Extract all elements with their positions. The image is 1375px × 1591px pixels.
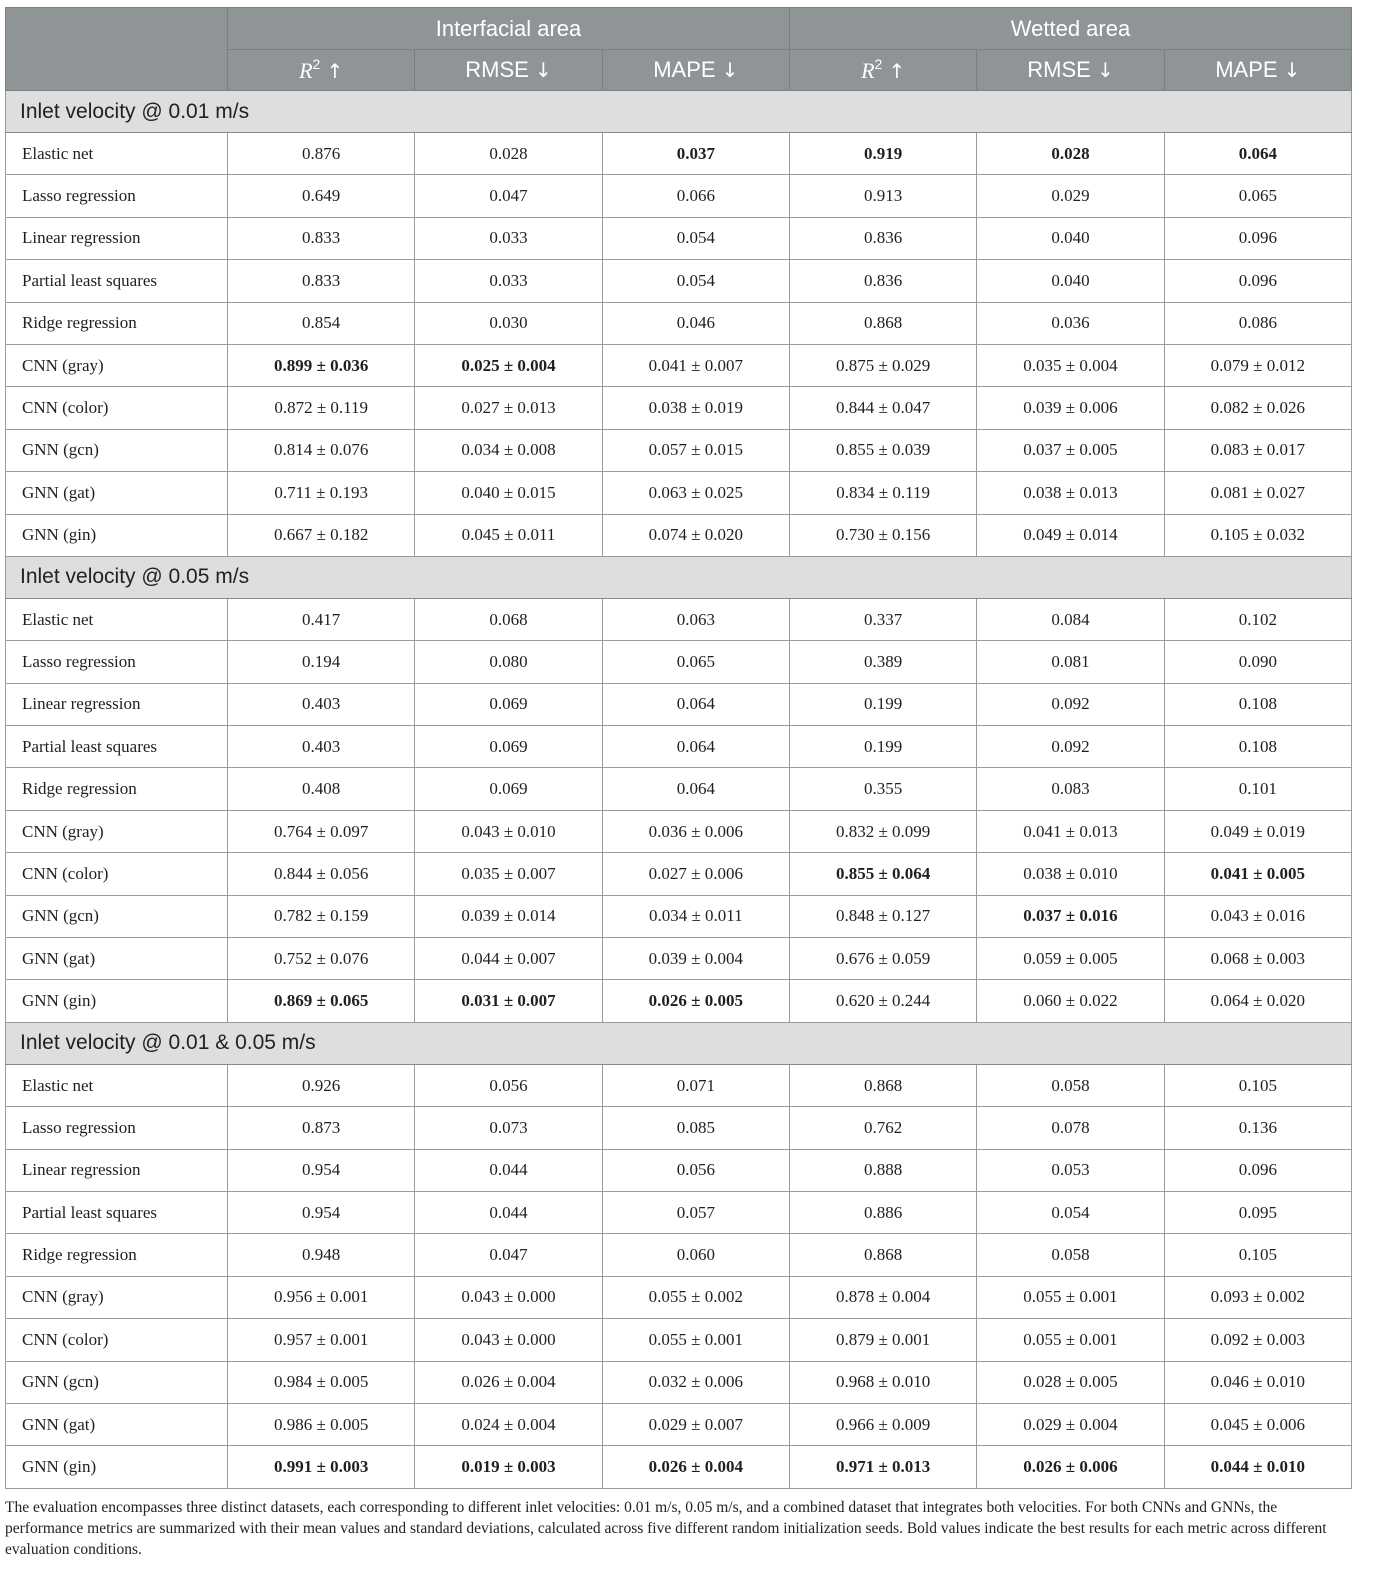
metric-value: 0.834 ± 0.119 (789, 472, 976, 514)
metric-value: 0.068 (415, 598, 602, 640)
metric-value: 0.105 ± 0.032 (1164, 514, 1351, 556)
metric-value: 0.199 (789, 683, 976, 725)
metric-value: 0.085 (602, 1107, 789, 1149)
model-name: GNN (gat) (6, 1403, 228, 1445)
metric-value: 0.044 (415, 1191, 602, 1233)
model-name: Linear regression (6, 683, 228, 725)
table-row (6, 1191, 1352, 1233)
metric-value: 0.868 (789, 1234, 976, 1276)
metric-value: 0.092 (977, 683, 1164, 725)
metric-value: 0.667 ± 0.182 (228, 514, 415, 556)
model-name: Linear regression (6, 1149, 228, 1191)
metric-value: 0.095 (1164, 1191, 1351, 1233)
metric-value: 0.034 ± 0.011 (602, 895, 789, 937)
metric-value: 0.054 (602, 217, 789, 259)
metric-value: 0.814 ± 0.076 (228, 429, 415, 471)
model-name: Lasso regression (6, 175, 228, 217)
metric-value: 0.090 (1164, 641, 1351, 683)
metric-value: 0.058 (977, 1234, 1164, 1276)
metric-value: 0.194 (228, 641, 415, 683)
metric-value: 0.071 (602, 1064, 789, 1106)
model-name: GNN (gat) (6, 472, 228, 514)
metric-value: 0.886 (789, 1191, 976, 1233)
metric-value: 0.064 ± 0.020 (1164, 980, 1351, 1022)
metric-value: 0.058 (977, 1064, 1164, 1106)
metric-value: 0.408 (228, 768, 415, 810)
metric-value: 0.083 ± 0.017 (1164, 429, 1351, 471)
table-row (6, 260, 1352, 302)
header-corner (6, 8, 228, 91)
metric-value: 0.040 ± 0.015 (415, 472, 602, 514)
metric-value: 0.037 (602, 133, 789, 175)
metric-value: 0.036 (977, 302, 1164, 344)
metric-value: 0.836 (789, 260, 976, 302)
metric-value: 0.057 ± 0.015 (602, 429, 789, 471)
metric-value: 0.043 ± 0.000 (415, 1276, 602, 1318)
metric-value: 0.045 ± 0.011 (415, 514, 602, 556)
metric-value: 0.073 (415, 1107, 602, 1149)
metric-value: 0.060 (602, 1234, 789, 1276)
metric-value: 0.968 ± 0.010 (789, 1361, 976, 1403)
table-row (6, 726, 1352, 768)
table-row (6, 1234, 1352, 1276)
metric-value: 0.081 (977, 641, 1164, 683)
metric-value: 0.046 ± 0.010 (1164, 1361, 1351, 1403)
metric-value: 0.055 ± 0.002 (602, 1276, 789, 1318)
section-title: Inlet velocity @ 0.01 & 0.05 m/s (6, 1022, 1352, 1064)
metric-value: 0.954 (228, 1191, 415, 1233)
metric-value: 0.040 (977, 217, 1164, 259)
table-row (6, 895, 1352, 937)
metric-value: 0.066 (602, 175, 789, 217)
metric-value: 0.038 ± 0.019 (602, 387, 789, 429)
metric-value: 0.053 (977, 1149, 1164, 1191)
metric-value: 0.084 (977, 598, 1164, 640)
model-name: CNN (gray) (6, 344, 228, 386)
metric-label: RMSE (465, 57, 529, 82)
metric-value: 0.844 ± 0.047 (789, 387, 976, 429)
metric-value: 0.038 ± 0.013 (977, 472, 1164, 514)
metric-value: 0.038 ± 0.010 (977, 853, 1164, 895)
model-name: Ridge regression (6, 302, 228, 344)
results-table-container (5, 7, 1351, 1489)
metric-value: 0.041 ± 0.005 (1164, 853, 1351, 895)
metric-header (228, 50, 415, 91)
table-row (6, 1446, 1352, 1488)
metric-value: 0.105 (1164, 1234, 1351, 1276)
metric-value: 0.948 (228, 1234, 415, 1276)
metric-value: 0.080 (415, 641, 602, 683)
metric-value: 0.086 (1164, 302, 1351, 344)
metric-value: 0.041 ± 0.013 (977, 810, 1164, 852)
metric-value: 0.876 (228, 133, 415, 175)
metric-superscript: 2 (874, 56, 883, 72)
model-name: Ridge regression (6, 768, 228, 810)
metric-value: 0.069 (415, 683, 602, 725)
metric-value: 0.919 (789, 133, 976, 175)
section-title: Inlet velocity @ 0.05 m/s (6, 556, 1352, 598)
table-row (6, 217, 1352, 259)
table-row (6, 1149, 1352, 1191)
metric-value: 0.030 (415, 302, 602, 344)
metric-value: 0.056 (602, 1149, 789, 1191)
metric-value: 0.054 (977, 1191, 1164, 1233)
model-name: GNN (gin) (6, 980, 228, 1022)
metric-value: 0.041 ± 0.007 (602, 344, 789, 386)
metric-value: 0.059 ± 0.005 (977, 938, 1164, 980)
metric-label: MAPE (653, 57, 716, 82)
model-name: Partial least squares (6, 1191, 228, 1233)
metric-header (602, 50, 789, 91)
arrow-down-icon: ↓ (1283, 58, 1301, 82)
metric-value: 0.855 ± 0.064 (789, 853, 976, 895)
metric-label: R (299, 58, 313, 83)
metric-value: 0.986 ± 0.005 (228, 1403, 415, 1445)
metric-value: 0.389 (789, 641, 976, 683)
metric-value: 0.064 (602, 768, 789, 810)
metric-value: 0.037 ± 0.016 (977, 895, 1164, 937)
metric-value: 0.031 ± 0.007 (415, 980, 602, 1022)
metric-superscript: 2 (312, 56, 321, 72)
model-name: GNN (gcn) (6, 1361, 228, 1403)
metric-value: 0.056 (415, 1064, 602, 1106)
metric-value: 0.024 ± 0.004 (415, 1403, 602, 1445)
metric-value: 0.083 (977, 768, 1164, 810)
metric-value: 0.899 ± 0.036 (228, 344, 415, 386)
metric-value: 0.033 (415, 260, 602, 302)
table-row (6, 133, 1352, 175)
table-row (6, 344, 1352, 386)
metric-value: 0.026 ± 0.004 (415, 1361, 602, 1403)
table-row (6, 768, 1352, 810)
table-row (6, 429, 1352, 471)
table-row (6, 1276, 1352, 1318)
metric-value: 0.069 (415, 726, 602, 768)
metric-value: 0.064 (602, 683, 789, 725)
metric-value: 0.037 ± 0.005 (977, 429, 1164, 471)
metric-value: 0.102 (1164, 598, 1351, 640)
table-body (6, 91, 1352, 1489)
metric-value: 0.040 (977, 260, 1164, 302)
metric-value: 0.092 (977, 726, 1164, 768)
metric-value: 0.108 (1164, 683, 1351, 725)
metric-value: 0.873 (228, 1107, 415, 1149)
metric-value: 0.093 ± 0.002 (1164, 1276, 1351, 1318)
table-footnote: The evaluation encompasses three distinct datasets, each corresponding to different inlet velocities: 0.01 m/s, 0.05 m/s, and a combined dataset that integrates both velocities. For both CNNs and GNNs, the performance metrics are summarized with their mean values and standard deviations, calculated across five different random initialization seeds. Bold values indicate the best results for each metric across different evaluation conditions. (5, 1499, 1327, 1558)
table-row (6, 1107, 1352, 1149)
model-name: Partial least squares (6, 260, 228, 302)
model-name: Linear regression (6, 217, 228, 259)
model-name: GNN (gin) (6, 1446, 228, 1488)
model-name: GNN (gcn) (6, 895, 228, 937)
metric-value: 0.055 ± 0.001 (977, 1276, 1164, 1318)
model-name: CNN (gray) (6, 1276, 228, 1318)
metric-value: 0.044 ± 0.007 (415, 938, 602, 980)
metric-value: 0.065 (602, 641, 789, 683)
metric-value: 0.355 (789, 768, 976, 810)
metric-value: 0.029 ± 0.004 (977, 1403, 1164, 1445)
metric-value: 0.079 ± 0.012 (1164, 344, 1351, 386)
arrow-up-icon: ↑ (888, 59, 906, 83)
metric-value: 0.875 ± 0.029 (789, 344, 976, 386)
metric-value: 0.043 ± 0.010 (415, 810, 602, 852)
metric-value: 0.057 (602, 1191, 789, 1233)
section-title: Inlet velocity @ 0.01 m/s (6, 91, 1352, 133)
metric-value: 0.854 (228, 302, 415, 344)
metric-value: 0.966 ± 0.009 (789, 1403, 976, 1445)
metric-value: 0.068 ± 0.003 (1164, 938, 1351, 980)
metric-label: MAPE (1215, 57, 1278, 82)
metric-value: 0.025 ± 0.004 (415, 344, 602, 386)
metric-value: 0.060 ± 0.022 (977, 980, 1164, 1022)
metric-value: 0.039 ± 0.014 (415, 895, 602, 937)
metric-value: 0.337 (789, 598, 976, 640)
metric-value: 0.028 (415, 133, 602, 175)
metric-value: 0.019 ± 0.003 (415, 1446, 602, 1488)
metric-value: 0.913 (789, 175, 976, 217)
group-header-interfacial: Interfacial area (228, 8, 790, 50)
metric-value: 0.035 ± 0.007 (415, 853, 602, 895)
metric-value: 0.026 ± 0.004 (602, 1446, 789, 1488)
metric-value: 0.991 ± 0.003 (228, 1446, 415, 1488)
metric-value: 0.762 (789, 1107, 976, 1149)
table-row (6, 1064, 1352, 1106)
metric-value: 0.039 ± 0.006 (977, 387, 1164, 429)
metric-value: 0.096 (1164, 1149, 1351, 1191)
metric-value: 0.065 (1164, 175, 1351, 217)
model-name: Elastic net (6, 133, 228, 175)
metric-value: 0.136 (1164, 1107, 1351, 1149)
metric-value: 0.043 ± 0.016 (1164, 895, 1351, 937)
metric-value: 0.782 ± 0.159 (228, 895, 415, 937)
table-row (6, 810, 1352, 852)
arrow-down-icon: ↓ (1096, 58, 1114, 82)
metric-value: 0.026 ± 0.005 (602, 980, 789, 1022)
metric-value: 0.092 ± 0.003 (1164, 1319, 1351, 1361)
table-row (6, 472, 1352, 514)
metric-value: 0.027 ± 0.013 (415, 387, 602, 429)
metric-value: 0.096 (1164, 260, 1351, 302)
section-row (6, 91, 1352, 133)
metric-value: 0.752 ± 0.076 (228, 938, 415, 980)
metric-value: 0.069 (415, 768, 602, 810)
table-row (6, 514, 1352, 556)
metric-value: 0.832 ± 0.099 (789, 810, 976, 852)
metric-value: 0.403 (228, 683, 415, 725)
metric-label: R (861, 58, 875, 83)
metric-value: 0.082 ± 0.026 (1164, 387, 1351, 429)
metric-value: 0.836 (789, 217, 976, 259)
metric-header (415, 50, 602, 91)
metric-value: 0.105 (1164, 1064, 1351, 1106)
table-row (6, 598, 1352, 640)
metric-value: 0.984 ± 0.005 (228, 1361, 415, 1403)
metric-value: 0.926 (228, 1064, 415, 1106)
metric-value: 0.028 ± 0.005 (977, 1361, 1164, 1403)
metric-value: 0.049 ± 0.019 (1164, 810, 1351, 852)
metric-value: 0.063 (602, 598, 789, 640)
model-name: Elastic net (6, 1064, 228, 1106)
arrow-up-icon: ↑ (326, 59, 344, 83)
metric-value: 0.833 (228, 217, 415, 259)
table-row (6, 1361, 1352, 1403)
metric-value: 0.027 ± 0.006 (602, 853, 789, 895)
metric-value: 0.054 (602, 260, 789, 302)
metric-value: 0.055 ± 0.001 (977, 1319, 1164, 1361)
metric-value: 0.047 (415, 1234, 602, 1276)
metric-value: 0.199 (789, 726, 976, 768)
model-name: CNN (gray) (6, 810, 228, 852)
table-header (6, 8, 1352, 91)
model-name: Lasso regression (6, 1107, 228, 1149)
table-row (6, 938, 1352, 980)
metric-value: 0.878 ± 0.004 (789, 1276, 976, 1318)
metric-value: 0.844 ± 0.056 (228, 853, 415, 895)
arrow-down-icon: ↓ (534, 58, 552, 82)
metric-value: 0.044 (415, 1149, 602, 1191)
model-name: GNN (gcn) (6, 429, 228, 471)
metric-value: 0.028 (977, 133, 1164, 175)
table-row (6, 980, 1352, 1022)
model-name: CNN (color) (6, 1319, 228, 1361)
metric-value: 0.029 (977, 175, 1164, 217)
metric-value: 0.029 ± 0.007 (602, 1403, 789, 1445)
metric-value: 0.403 (228, 726, 415, 768)
metric-label: RMSE (1027, 57, 1091, 82)
metric-value: 0.879 ± 0.001 (789, 1319, 976, 1361)
metric-value: 0.957 ± 0.001 (228, 1319, 415, 1361)
metric-value: 0.417 (228, 598, 415, 640)
metric-value: 0.101 (1164, 768, 1351, 810)
metric-value: 0.064 (1164, 133, 1351, 175)
metric-value: 0.954 (228, 1149, 415, 1191)
metric-value: 0.730 ± 0.156 (789, 514, 976, 556)
table-row (6, 387, 1352, 429)
table-row (6, 175, 1352, 217)
section-row (6, 556, 1352, 598)
group-header-wetted: Wetted area (789, 8, 1351, 50)
metric-value: 0.074 ± 0.020 (602, 514, 789, 556)
metric-value: 0.044 ± 0.010 (1164, 1446, 1351, 1488)
metric-value: 0.026 ± 0.006 (977, 1446, 1164, 1488)
metric-value: 0.045 ± 0.006 (1164, 1403, 1351, 1445)
metric-value: 0.764 ± 0.097 (228, 810, 415, 852)
metric-value: 0.868 (789, 302, 976, 344)
metric-value: 0.078 (977, 1107, 1164, 1149)
metric-value: 0.848 ± 0.127 (789, 895, 976, 937)
table-row (6, 683, 1352, 725)
metric-value: 0.868 (789, 1064, 976, 1106)
model-name: CNN (color) (6, 853, 228, 895)
metric-value: 0.971 ± 0.013 (789, 1446, 976, 1488)
model-name: GNN (gat) (6, 938, 228, 980)
metric-value: 0.888 (789, 1149, 976, 1191)
table-row (6, 641, 1352, 683)
model-name: Ridge regression (6, 1234, 228, 1276)
table-row (6, 1403, 1352, 1445)
metric-value: 0.833 (228, 260, 415, 302)
metric-value: 0.063 ± 0.025 (602, 472, 789, 514)
metric-value: 0.055 ± 0.001 (602, 1319, 789, 1361)
metric-header (789, 50, 976, 91)
model-name: Partial least squares (6, 726, 228, 768)
arrow-down-icon: ↓ (721, 58, 739, 82)
metric-header (977, 50, 1164, 91)
table-row (6, 1319, 1352, 1361)
metric-value: 0.035 ± 0.004 (977, 344, 1164, 386)
metric-value: 0.096 (1164, 217, 1351, 259)
metric-value: 0.046 (602, 302, 789, 344)
results-table (5, 7, 1352, 1489)
metric-value: 0.033 (415, 217, 602, 259)
model-name: Lasso regression (6, 641, 228, 683)
metric-value: 0.043 ± 0.000 (415, 1319, 602, 1361)
metric-value: 0.869 ± 0.065 (228, 980, 415, 1022)
metric-value: 0.034 ± 0.008 (415, 429, 602, 471)
metric-value: 0.049 ± 0.014 (977, 514, 1164, 556)
model-name: CNN (color) (6, 387, 228, 429)
metric-value: 0.872 ± 0.119 (228, 387, 415, 429)
metric-value: 0.047 (415, 175, 602, 217)
metric-value: 0.032 ± 0.006 (602, 1361, 789, 1403)
metric-value: 0.711 ± 0.193 (228, 472, 415, 514)
metric-value: 0.956 ± 0.001 (228, 1276, 415, 1318)
metric-value: 0.620 ± 0.244 (789, 980, 976, 1022)
metric-value: 0.855 ± 0.039 (789, 429, 976, 471)
metric-value: 0.108 (1164, 726, 1351, 768)
metric-value: 0.064 (602, 726, 789, 768)
metric-header (1164, 50, 1351, 91)
table-row (6, 853, 1352, 895)
metric-value: 0.039 ± 0.004 (602, 938, 789, 980)
metric-value: 0.081 ± 0.027 (1164, 472, 1351, 514)
section-row (6, 1022, 1352, 1064)
metric-value: 0.649 (228, 175, 415, 217)
model-name: GNN (gin) (6, 514, 228, 556)
model-name: Elastic net (6, 598, 228, 640)
metric-value: 0.036 ± 0.006 (602, 810, 789, 852)
table-row (6, 302, 1352, 344)
metric-value: 0.676 ± 0.059 (789, 938, 976, 980)
